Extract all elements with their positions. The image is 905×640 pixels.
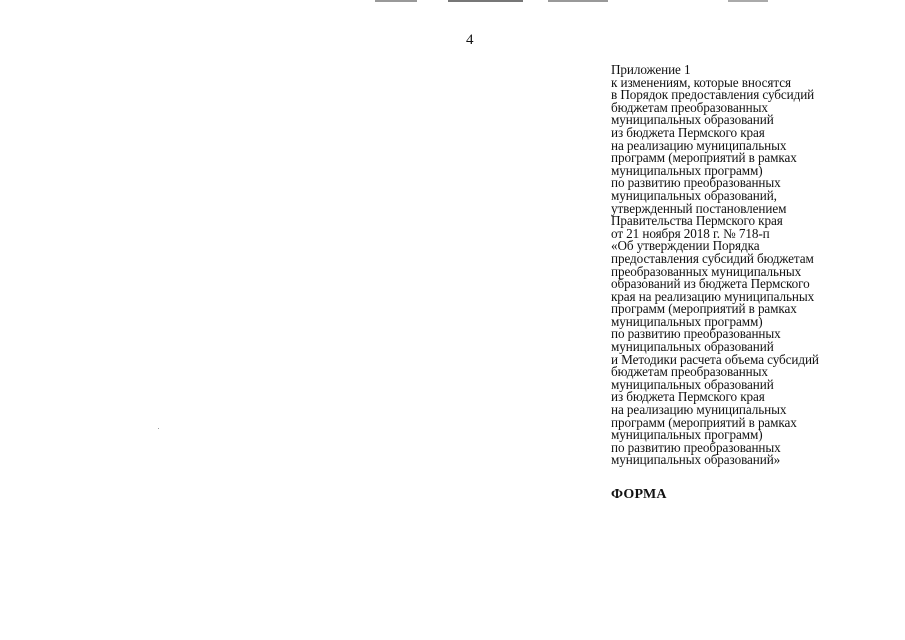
appendix-line: бюджетам преобразованных <box>611 99 768 115</box>
appendix-line: «Об утверждении Порядка <box>611 238 760 254</box>
appendix-line: муниципальных программ) <box>611 313 763 329</box>
appendix-line: и Методики расчета объема субсидий <box>611 351 819 367</box>
appendix-line: бюджетам преобразованных <box>611 364 768 380</box>
appendix-line: по развитию преобразованных <box>611 175 781 191</box>
appendix-line: края на реализацию муниципальных <box>611 288 815 304</box>
appendix-line: программ (мероприятий в рамках <box>611 150 797 166</box>
appendix-line: муниципальных образований, <box>611 187 777 203</box>
appendix-line: муниципальных образований» <box>611 452 781 468</box>
appendix-line: муниципальных программ) <box>611 427 763 443</box>
appendix-line: на реализацию муниципальных <box>611 402 787 418</box>
appendix-header <box>611 64 896 467</box>
form-label: ФОРМА <box>611 487 667 502</box>
scan-speck <box>158 428 159 429</box>
appendix-line: из бюджета Пермского края <box>611 124 765 140</box>
scan-artifact <box>548 0 608 2</box>
appendix-line: программ (мероприятий в рамках <box>611 301 797 317</box>
appendix-line: по развитию преобразованных <box>611 439 781 455</box>
appendix-line: Правительства Пермского края <box>611 213 783 229</box>
appendix-line: Приложение 1 <box>611 62 691 77</box>
appendix-line: из бюджета Пермского края <box>611 389 765 405</box>
appendix-line: на реализацию муниципальных <box>611 137 787 153</box>
appendix-line: от 21 ноября 2018 г. № 718-п <box>611 225 770 241</box>
appendix-line: муниципальных образований <box>611 376 774 392</box>
appendix-line: утвержденный постановлением <box>611 200 787 216</box>
scan-artifact <box>448 0 523 2</box>
appendix-line: муниципальных образований <box>611 112 774 128</box>
scan-artifact <box>375 0 417 2</box>
appendix-line: преобразованных муниципальных <box>611 263 802 279</box>
appendix-line: к изменениям, которые вносятся <box>611 74 791 90</box>
appendix-line: в Порядок предоставления субсидий <box>611 87 815 103</box>
appendix-line: программ (мероприятий в рамках <box>611 414 797 430</box>
appendix-line: по развитию преобразованных <box>611 326 781 342</box>
scan-artifact <box>728 0 768 2</box>
appendix-line: образований из бюджета Пермского <box>611 276 810 292</box>
appendix-line: муниципальных программ) <box>611 162 763 178</box>
page-number: 4 <box>466 32 474 48</box>
appendix-line: муниципальных образований <box>611 339 774 355</box>
appendix-line: предоставления субсидий бюджетам <box>611 250 814 266</box>
